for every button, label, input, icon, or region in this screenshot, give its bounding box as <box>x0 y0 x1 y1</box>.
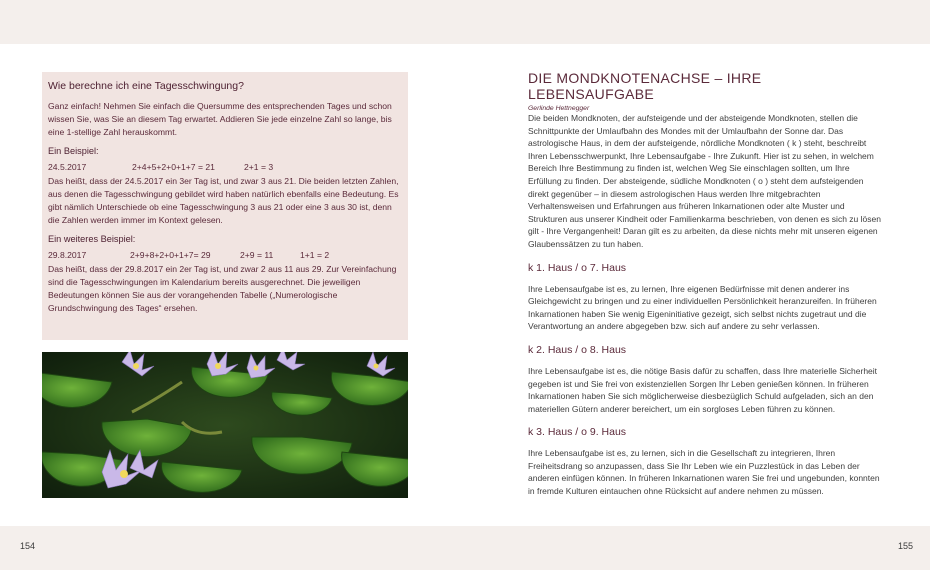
article-intro: Die beiden Mondknoten, der aufsteigende und der absteigende Mondknoten, stellen die Schnittpunkte der Umlaufbahn des Mondes mit der Umlaufbahn der Sonne dar. Das astrologische Haus, in dem der aufsteigende, nördliche Mondknoten ( k ) steht, beschreibt Ihren Lebensschwerpunkt, Ihre Lebensaufgabe - Ihre Zukunft. Hier ist zu sehen, in welchem Bereich Ihre Bestimmung zu finden ist, welchen Weg Sie einschlagen sollten, um Ihre Erfüllung zu finden. Der absteigende, südliche Mondknoten ( o ) steht dem aufsteigenden direkt gegenüber – in diesem astrologischen Haus werden Ihre mitgebrachten Verhaltensweisen und Erfahrungen aus früheren Inkarnationen oder alte Muster und Strukturen aus unserer Kindheit oder Familienkarma beschrieben, von denen es sich zu lösen gilt - Ihre Vergangenheit! Daran gilt es zu arbeiten, da diese nichts mehr mit unseren eigenen Glaubenssätzen zu tun haben. <box>528 113 881 249</box>
info-box <box>42 72 408 340</box>
example1-calculation <box>48 162 402 175</box>
example1-reduce: 2+1 = 3 <box>244 162 274 172</box>
water-lily-photo <box>42 352 408 498</box>
box-title: Wie berechne ich eine Tagesschwingung? <box>48 80 244 92</box>
example2-calculation <box>48 250 402 263</box>
example2-text: Das heißt, dass der 29.8.2017 ein 2er Tag ist, und zwar 2 aus 11 aus 29. Zur Vereinfachung sind die Tagesschwingungen im Kalendarium bereits ausgerechnet. Die jeweiligen Bedeutungen können Sie aus der vorangehenden Tabelle („Numerologische Grundschwingung des Tages“ ersehen. <box>48 264 397 313</box>
example1-sum: 2+4+5+2+0+1+7 = 21 <box>132 162 215 172</box>
section-text-2: Ihre Lebensaufgabe ist es, die nötige Basis dafür zu schaffen, dass Ihre materielle Sicherheit gegeben ist und Sie frei von existenziellen Sorgen Ihr Leben genießen können. In früheren Inkarnationen haben Sie sich möglicherweise diesbezüglich Schuld aufgeladen, sich an den materiellen Gütern anderer bereichert, um ein sorgloses Leben führen zu können. <box>528 365 878 414</box>
article <box>528 70 883 498</box>
example2-reduce1: 2+9 = 11 <box>240 250 274 260</box>
example2-sum: 2+9+8+2+0+1+7= 29 <box>130 250 211 260</box>
article-author: Gerlinde Hettnegger <box>528 105 590 112</box>
example1-date: 24.5.2017 <box>48 162 87 172</box>
example2-reduce2: 1+1 = 2 <box>300 250 330 260</box>
section-heading-2: k 2. Haus / o 8. Haus <box>528 343 627 356</box>
bottom-margin-band <box>0 526 930 570</box>
water-lily-image <box>42 352 408 498</box>
page-number-right: 155 <box>898 541 914 551</box>
example2-heading: Ein weiteres Beispiel: <box>48 234 136 244</box>
section-heading-1: k 1. Haus / o 7. Haus <box>528 261 627 274</box>
box-intro: Ganz einfach! Nehmen Sie einfach die Quersumme des entsprechenden Tages und schon wissen Sie, was Sie an diesem Tag erwartet. Addieren Sie jede einzelne Zahl so lange, bis eine 1-stellige Zahl herauskommt. <box>48 101 392 137</box>
article-title: DIE MONDKNOTENACHSE – IHRE LEBENSAUFGABE <box>528 70 762 102</box>
example1-heading: Ein Beispiel: <box>48 146 99 156</box>
section-text-1: Ihre Lebensaufgabe ist es, zu lernen, Ihre eigenen Bedürfnisse mit denen anderer ins Gleichgewicht zu bringen und zu einer individuellen Persönlichkeit heranzureifen. In früheren Inkarnationen haben Sie wenig Eigeninitiative gezeigt, sich selbst nichts zugetraut und die Verantwortung an andere abgegeben bzw. sich auf andere zu sehr verlassen. <box>528 283 877 332</box>
top-margin-band <box>0 0 930 44</box>
section-text-3: Ihre Lebensaufgabe ist es, zu lernen, sich in die Gesellschaft zu integrieren, Ihren Freiheitsdrang so anzupassen, dass Sie Ihr Leben wie ein Puzzlestück in das Leben der anderen einfügen können. In früheren Inkarnationen waren Sie frei und ungebunden, konnten in fremde Kulturen eintauchen ohne Rücksicht auf andere nehmen zu müssen. <box>528 448 880 497</box>
page-number-left: 154 <box>20 541 36 551</box>
section-heading-3: k 3. Haus / o 9. Haus <box>528 426 627 439</box>
example2-date: 29.8.2017 <box>48 250 87 260</box>
example1-text: Das heißt, dass der 24.5.2017 ein 3er Tag ist, und zwar 3 aus 21. Die beiden letzten Zahlen, aus denen die Tagesschwingung gebildet wird haben natürlich ebenfalls eine Bedeutung. Es gibt nämlich Unterschiede ob eine Tagesschwingung 3 aus 21 oder eine 3 aus 30 ist, denn die Zahlen werden immer im Kontext gelesen. <box>48 176 399 225</box>
